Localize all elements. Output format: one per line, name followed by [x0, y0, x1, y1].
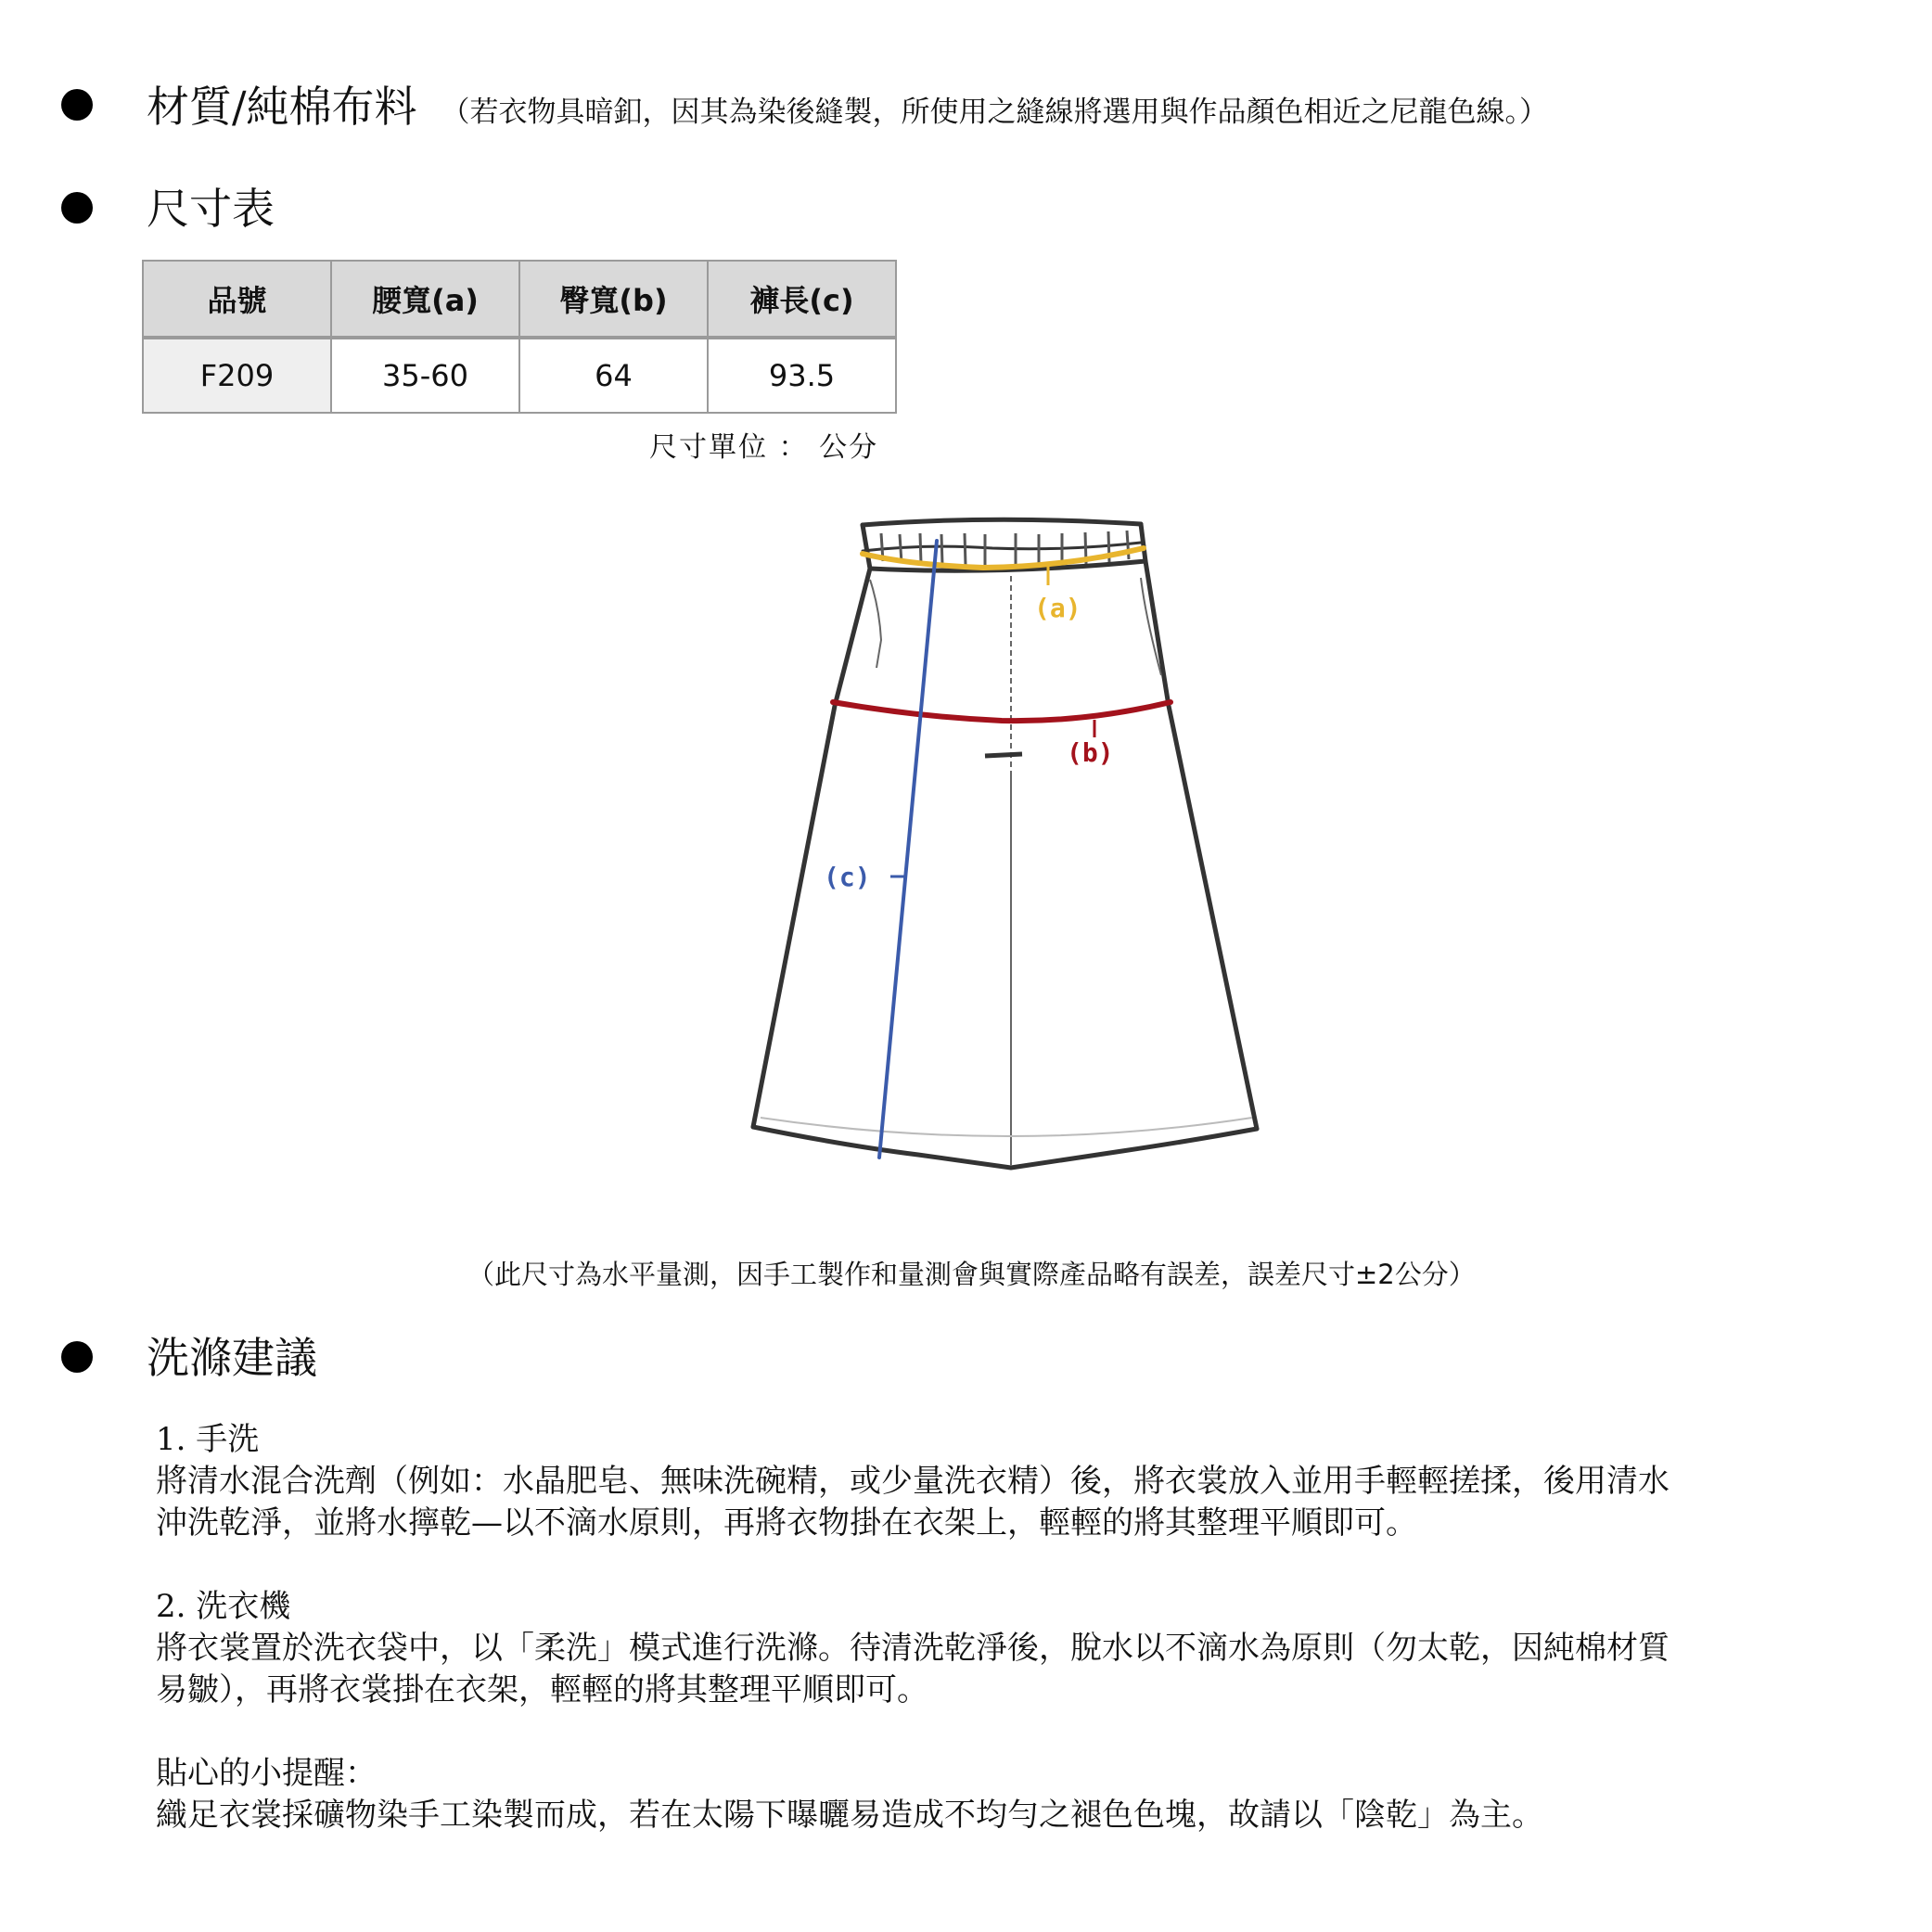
size-chart-title: 尺寸表 [147, 184, 275, 234]
cell-length: 93.5 [708, 338, 896, 413]
material-heading [147, 82, 1548, 132]
bullet-washing [61, 1341, 93, 1373]
hand-wash-line-2: 沖洗乾淨，並將水擰乾—以不滴水原則，再將衣物掛在衣架上，輕輕的將其整理平順即可。 [156, 1504, 1417, 1542]
cell-hip: 64 [519, 338, 708, 413]
size-table-header-row [143, 261, 896, 338]
washing-instructions [156, 1419, 1825, 1836]
spacer [156, 1544, 1825, 1586]
label-b: (b) [1067, 737, 1114, 768]
label-a: (a) [1034, 593, 1081, 623]
tip-line-1: 織足衣裳採礦物染手工染製而成，若在太陽下曝曬易造成不均勻之褪色色塊，故請以「陰乾」為主。 [156, 1797, 1543, 1834]
machine-wash-title: 2. 洗衣機 [156, 1588, 291, 1625]
material-note: （若衣物具暗釦，因其為染後縫製，所使用之縫線將選用與作品顏色相近之尼龍色線。） [441, 96, 1548, 129]
measurement-note: （此尺寸為水平量測，因手工製作和量測會與實際產品略有誤差，誤差尺寸±2公分） [467, 1259, 1476, 1290]
washing-title: 洗滌建議 [147, 1333, 317, 1383]
material-title: 材質/純棉布料 [147, 82, 417, 132]
hand-wash-line-1: 將清水混合洗劑（例如：水晶肥皂、無味洗碗精，或少量洗衣精）後，將衣裳放入並用手輕輕搓揉，後用清水 [156, 1463, 1670, 1500]
pants-outline [753, 519, 1257, 1168]
size-unit: 尺寸單位 ： 公分 [649, 431, 879, 464]
hip-measure-line-b [833, 702, 1171, 721]
label-c: (c) [824, 862, 871, 892]
hand-wash-title: 1. 手洗 [156, 1421, 260, 1458]
header-item-no: 品號 [143, 261, 331, 338]
table-row [143, 338, 896, 413]
length-measure-line-c [879, 541, 937, 1158]
bullet-material [61, 89, 93, 121]
bullet-size-chart [61, 192, 93, 224]
cell-item-no: F209 [143, 338, 331, 413]
header-hip: 臀寬(b) [519, 261, 708, 338]
pants-measurement-diagram [733, 505, 1271, 1192]
machine-wash-line-1: 將衣裳置於洗衣袋中，以「柔洗」模式進行洗滌。待清洗乾淨後，脫水以不滴水為原則（勿太乾，因純棉材質 [156, 1630, 1670, 1667]
crotch-mark [985, 754, 1022, 756]
header-waist: 腰寬(a) [331, 261, 519, 338]
machine-wash-line-2: 易皺），再將衣裳掛在衣架，輕輕的將其整理平順即可。 [156, 1671, 928, 1708]
spacer [156, 1711, 1825, 1753]
tip-title: 貼心的小提醒： [156, 1755, 377, 1792]
size-table [142, 260, 897, 414]
cell-waist: 35-60 [331, 338, 519, 413]
header-length: 褲長(c) [708, 261, 896, 338]
